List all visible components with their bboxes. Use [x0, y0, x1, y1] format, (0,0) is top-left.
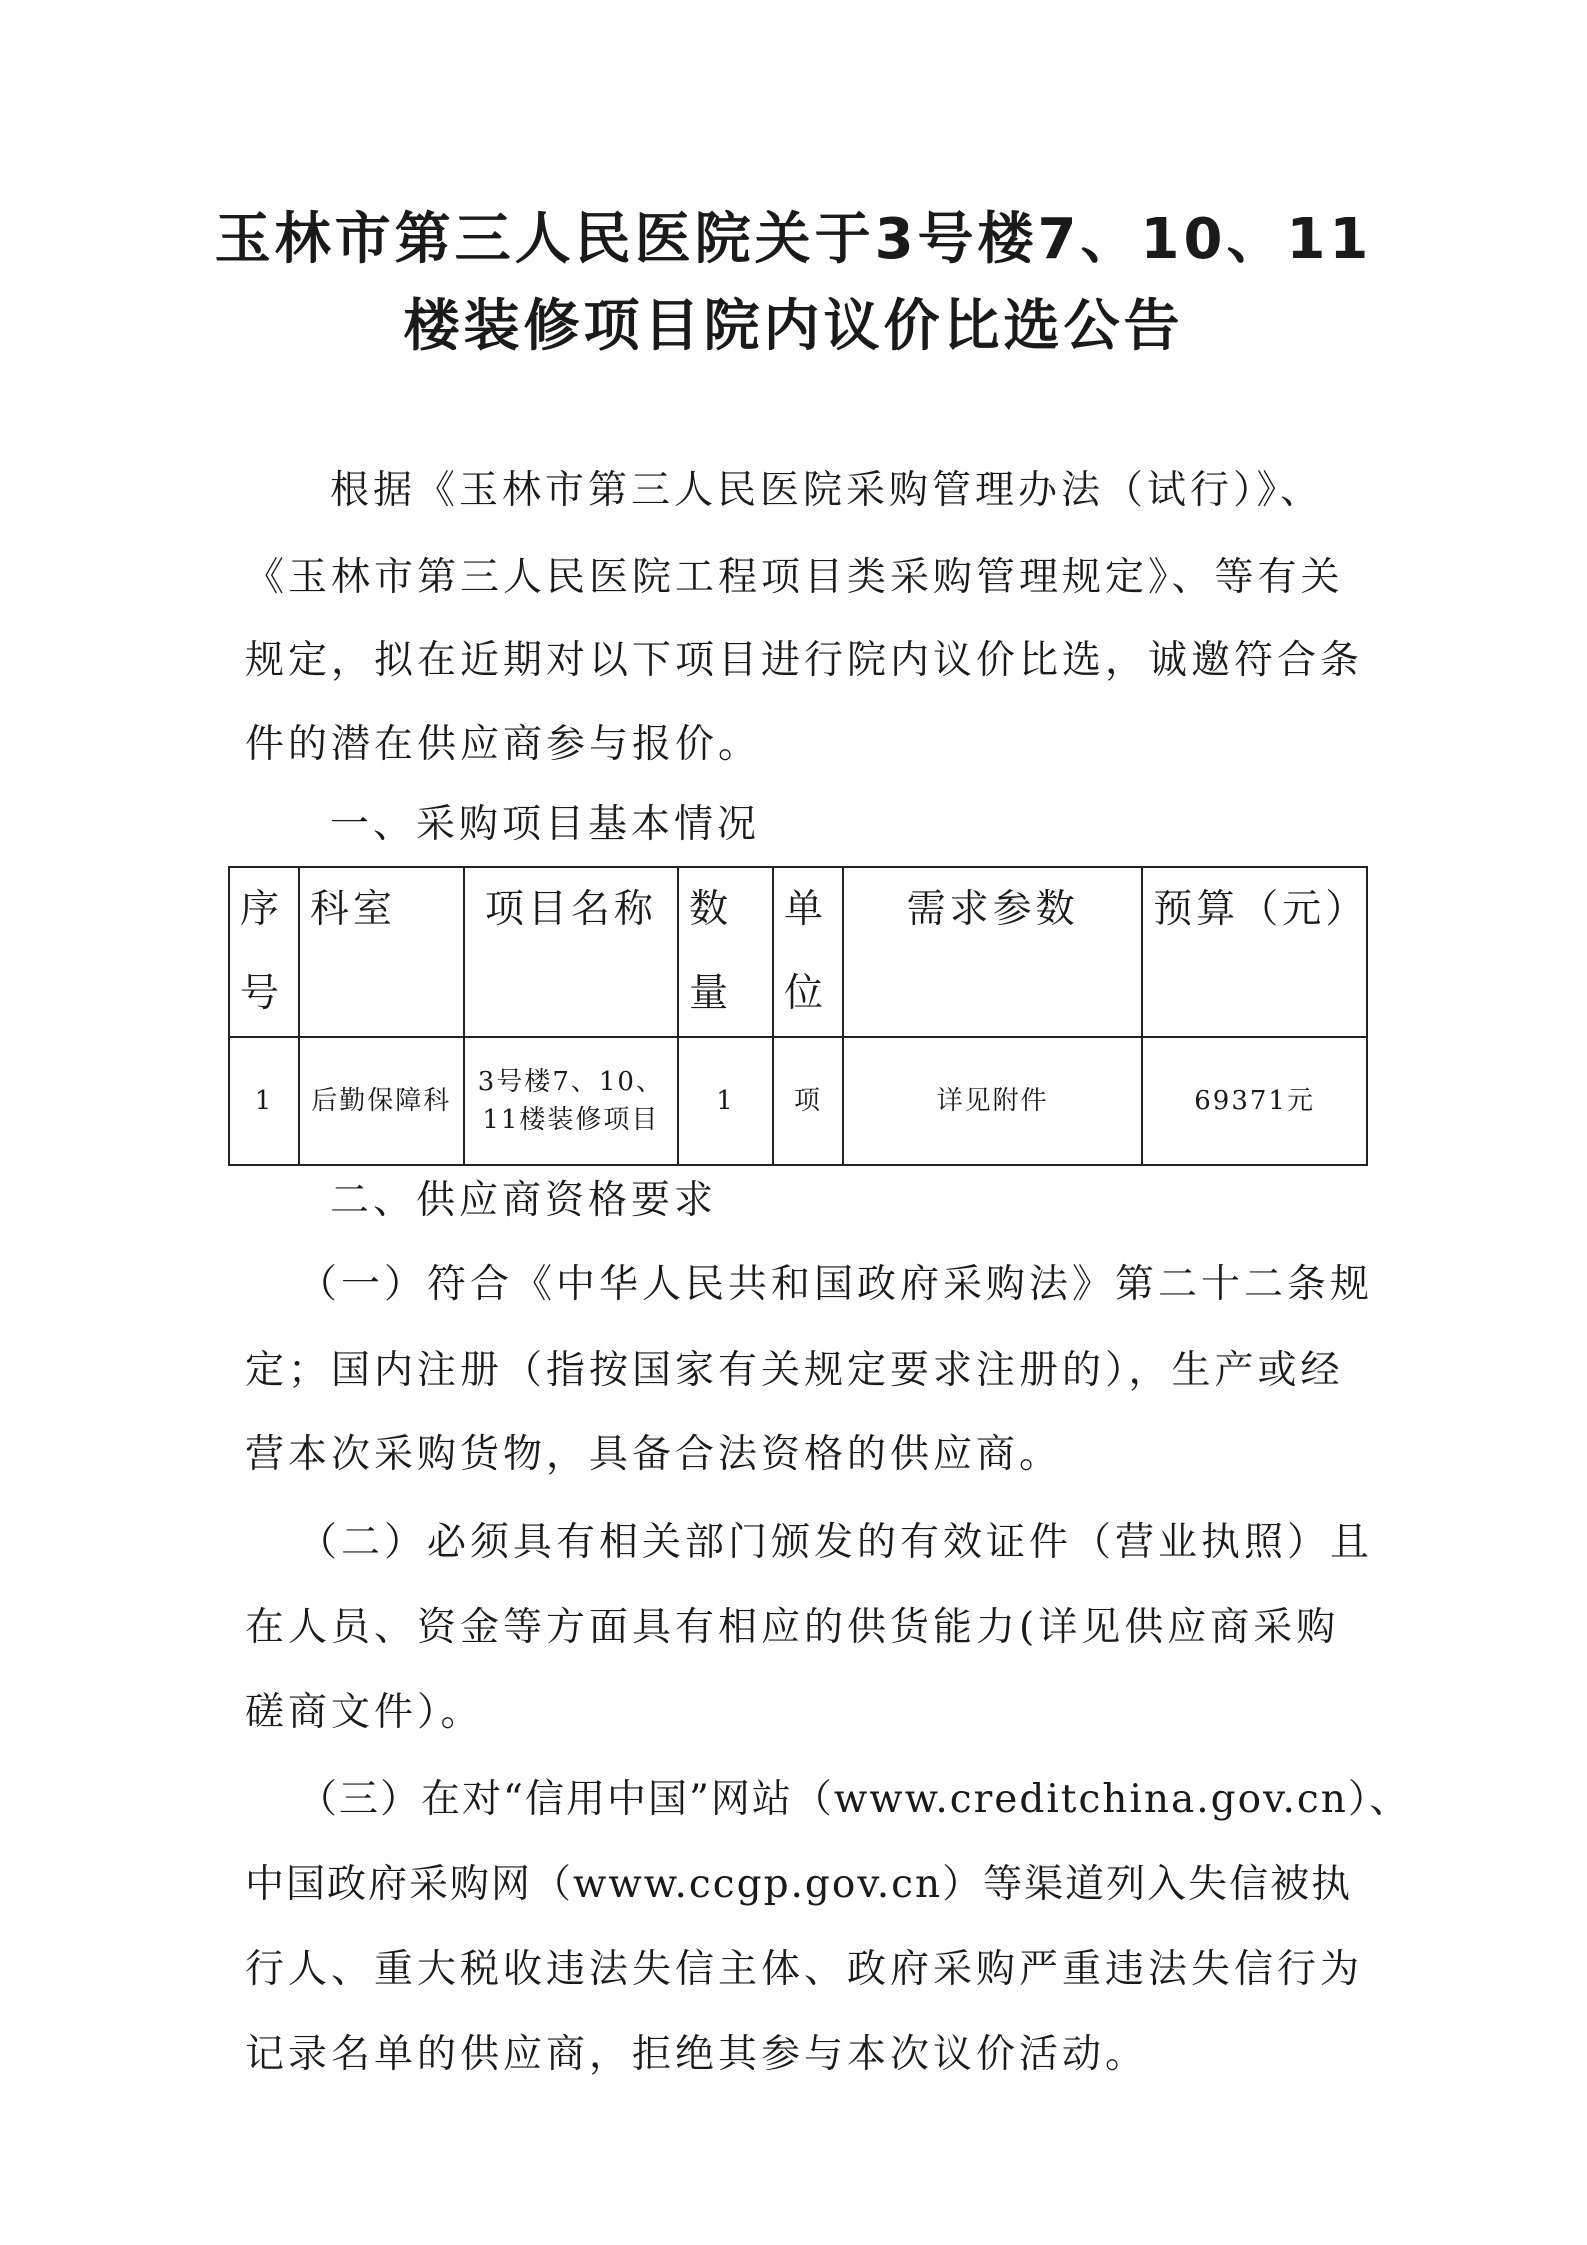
- header-seq: 序号: [229, 867, 299, 1037]
- cell-dept: 后勤保障科: [299, 1037, 464, 1165]
- header-project-name: 项目名称: [464, 867, 679, 1037]
- header-unit: 单位: [773, 867, 843, 1037]
- req-1-line-2: 定；国内注册（指按国家有关规定要求注册的），生产或经: [245, 1348, 1344, 1393]
- table-header-row: [229, 867, 1367, 1037]
- cell-seq: 1: [229, 1037, 299, 1165]
- cell-requirements: 详见附件: [843, 1037, 1142, 1165]
- req-3-line-2: 中国政府采购网（www.ccgp.gov.cn）等渠道列入失信被执: [245, 1862, 1353, 1907]
- intro-line-4: 件的潜在供应商参与报价。: [245, 722, 762, 767]
- header-budget: 预算（元）: [1142, 867, 1367, 1037]
- req-3-line-3: 行人、重大税收违法失信主体、政府采购严重违法失信行为: [245, 1947, 1364, 1992]
- req-3-line-4: 记录名单的供应商，拒绝其参与本次议价活动。: [245, 2032, 1149, 2077]
- procurement-items-table: [228, 866, 1368, 1166]
- req-3-line-1: （三）在对“信用中国”网站（www.creditchina.gov.cn）、: [298, 1777, 1411, 1822]
- header-dept: 科室: [299, 867, 464, 1037]
- intro-line-2: 《玉林市第三人民医院工程项目类采购管理规定》、等有关: [245, 555, 1344, 600]
- table-row: [229, 1037, 1367, 1165]
- header-requirements: 需求参数: [843, 867, 1142, 1037]
- req-1-line-3: 营本次采购货物，具备合法资格的供应商。: [245, 1432, 1063, 1477]
- section-1-heading: 一、采购项目基本情况: [330, 802, 761, 847]
- req-2-line-1: （二）必须具有相关部门颁发的有效证件（营业执照）且: [298, 1520, 1374, 1565]
- req-2-line-3: 磋商文件）。: [245, 1690, 484, 1735]
- document-title-line-1: 玉林市第三人民医院关于3号楼7、10、11: [214, 207, 1373, 272]
- req-2-line-2: 在人员、资金等方面具有相应的供货能力(详见供应商采购: [245, 1605, 1340, 1650]
- cell-budget: 69371元: [1142, 1037, 1367, 1165]
- cell-unit: 项: [773, 1037, 843, 1165]
- section-2-heading: 二、供应商资格要求: [330, 1178, 718, 1223]
- intro-line-1: 根据《玉林市第三人民医院采购管理办法（试行）》、: [330, 468, 1324, 513]
- header-quantity: 数量: [678, 867, 773, 1037]
- intro-line-3: 规定，拟在近期对以下项目进行院内议价比选，诚邀符合条: [245, 638, 1364, 683]
- req-1-line-1: （一）符合《中华人民共和国政府采购法》第二十二条规: [298, 1262, 1374, 1307]
- cell-quantity: 1: [678, 1037, 773, 1165]
- document-title-line-2: 楼装修项目院内议价比选公告: [403, 294, 1184, 359]
- cell-project-name: 3号楼7、10、11楼装修项目: [464, 1037, 679, 1165]
